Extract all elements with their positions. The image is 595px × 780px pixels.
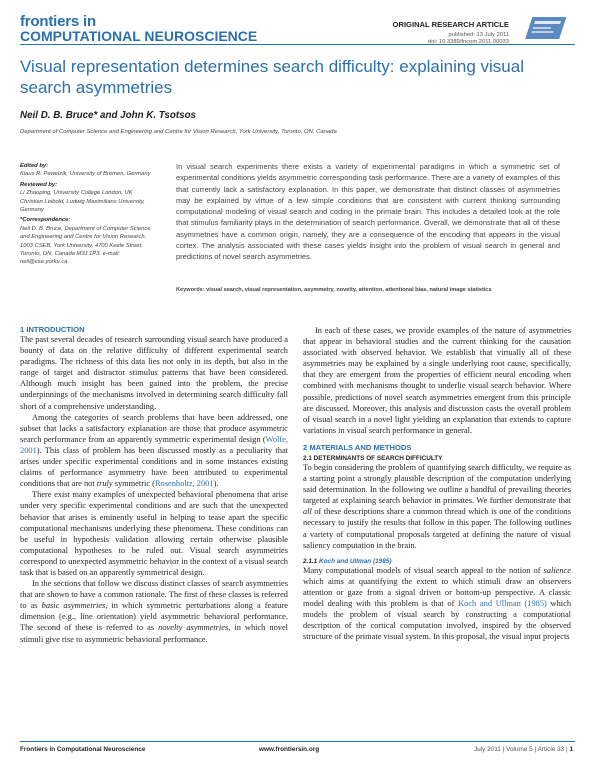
citation-link[interactable]: Rosenholtz, 2001 [154, 479, 214, 489]
editor-info [20, 160, 160, 267]
edited-by-label: Edited by: [20, 163, 49, 169]
right-column [303, 325, 571, 642]
section-heading-methods: 2 MATERIALS AND METHODS [303, 442, 412, 452]
journal-cover-icon [519, 15, 577, 41]
doi: doi: 10.3389/fncom.2011.00033 [427, 39, 509, 45]
abstract: In visual search experiments there exists a variety of experimental paradigms in which a symmetric set of experimental conditions yields asymmetric corresponding task performance. There are a variety of examples of this that currently lack a satisfactory explanation. In this paper, we demonstrate that distinct classes of asymmetries may be explained by virtue of a few simple conditions that are consistent with current thinking surrounding computational modeling of visual search and coding in the primate brain. This includes a detailed look at the role that stimulus familiarity plays in the determination of search performance. Overall, we demonstrate that all of these asymmetries have a common origin, namely, they are a consequence of the encoding that appears in the visual cortex. The analysis associated with these cases yields insight into the problem of visual search in general and predictions of novel search asymmetries. [176, 162, 560, 262]
correspondence-label: *Correspondence: [20, 217, 71, 224]
right-body-2 [303, 462, 571, 551]
right-body-1 [303, 325, 571, 436]
footer-journal: Frontiers in Computational Neuroscience [20, 746, 146, 753]
paper-title: Visual representation determines search difficulty: explaining visual search asymmetries [20, 57, 524, 97]
correspondence: Neil D. B. Bruce, Department of Computer Science and Engineering and Centre for Vision Research, 1003 CSEB, York University, 4700 Keele Street, Toronto, ON, Canada M3J 1P3. e-mail: neil@cse.yorku.ca [20, 225, 151, 266]
edited-by: Klaus R. Pawelzik, University of Bremen, Germany [20, 171, 151, 178]
section-heading-introduction: 1 INTRODUCTION [20, 325, 85, 334]
keywords [176, 287, 566, 293]
article-type: ORIGINAL RESEARCH ARTICLE [392, 20, 509, 29]
intro-body [20, 334, 288, 645]
citation-link[interactable]: Wolfe, 2001 [20, 434, 288, 455]
affiliation: Department of Computer Science and Engineering and Centre for Vision Research, York University, Toronto, ON, Canada [20, 129, 337, 135]
footer-rule [20, 741, 575, 742]
paragraph: The past several decades of research surrounding visual search have produced a bounty of data on the relative difficulty of different experimental search paradigms. The richness of this data lies not only in its depth, but also in the range of target and distractor stimulus patterns that have been considered. Although much insight has been gained into the problem, the precise underpinnings of the mechanisms involved in determining search difficulty fall short of a comprehensive understanding. [20, 335, 288, 411]
paragraph: To begin considering the problem of quantifying search difficulty, we require as a starting point a strongly plausible description of the computation underlying said determination. In the following we outline a handful of prevailing theories targeted at explaining search behavior in primates. We further demonstrate that all of these descriptions share a common thread which is one of the conditions necessary to justify the results that follow in this paper. The following outlines a variety of computational proposals targeted at defining the nature of visual saliency computation in the brain. [303, 462, 571, 550]
footer-issue: July 2011 | Volume 5 | Article 33 | 1 [473, 746, 573, 753]
subsection-heading: 2.1 DETERMINANTS OF SEARCH DIFFICULTY [303, 454, 443, 462]
paragraph: In the sections that follow we discuss distinct classes of search asymmetries that are shown to have a common rationale. The first of these classes is referred to as basic asymmetries, in which symmetric perturbations along a feature dimension (e.g., line orientation) yield asymmetric behavioral performance. The second of these is referred to as novelty asymmetries, in which novel stimuli give rise to asymmetric behavioral performance. [20, 579, 289, 644]
citation-link[interactable]: Koch and Ullman (1985) [319, 557, 392, 565]
reviewer: Christian Leibold, Ludwig Maximilians University, Germany [20, 198, 145, 214]
reviewer: Li Zhaoping, University College London, UK [20, 190, 133, 197]
page-number: 1 [569, 746, 573, 753]
keywords-label: Keywords: [176, 287, 205, 293]
keywords-list: visual search, visual representation, asymmetry, novelty, attention, attentional bias, natural image statistics [206, 287, 492, 293]
citation-link[interactable]: Koch and Ullman (1985) [458, 598, 547, 608]
right-body-3 [303, 565, 571, 643]
journal-brand-line1: frontiers in [20, 13, 96, 30]
left-column [20, 325, 288, 645]
paragraph: There exist many examples of unexpected behavioral phenomena that arise under very specific experimental conditions and are such that the unexpected behavior that arises is eminently useful in helping to tease apart the specific computational mechanisms underlying these phenomena. These conditions can be useful in hypothesis validation allowing certain otherwise plausible computational hypotheses to be ruled out. Visual search asymmetries correspond to unexpected asymmetric behavior in the context of a visual search task that is based on an apparently symmetrical design. [20, 490, 288, 577]
paragraph: Many computational models of visual search appeal to the notion of salience which aims at quantifying the extent to which stimuli draw an observers attention or gaze from a signal driven or bottom-up perspective. A classic model dealing with this problem is that of Koch and Ullman (1985) which models the problem of visual search by constructing a computational description of the cortical computation involved, inspired by the observed structure of the primate visual system. In this proposal, the visual input projects [303, 565, 572, 642]
authors: Neil D. B. Bruce* and John K. Tsotsos [20, 110, 197, 121]
paragraph: In each of these cases, we provide examples of the nature of asymmetries that appear in behavioral studies and the current thinking for the causation associated with observed behavior. We establish that virtually all of these asymmetries may be explained by a single underlying root cause, specifically, that they are emergent from the properties of efficient neural encoding when combined with mechanisms thought to underlie visual search behavior. Where possible, predictions of novel search asymmetries emergent from this principle are discussed. Moreover, this analysis and discussion casts the overall problem of visual search in a novel light yielding an explanation that extends to capture variations in visual search performance in general. [303, 326, 571, 435]
reviewed-by-label: Reviewed by: [20, 181, 58, 188]
subsubsection-heading: 2.1.1 Koch and Ullman (1985) [303, 557, 392, 565]
paragraph: Among the categories of search problems that have been addressed, one subset that lacks a satisfactory explanation are those that produce asymmetric search performance from an apparently symmetric experimental design (Wolfe, 2001). This class of problem has been discussed mostly as a peculiarity that arises under specific experimental conditions and in some instances existing claims of performance asymmetry have been attributed to experimental conditions that are not truly symmetric (Rosenholtz, 2001). [20, 412, 288, 489]
footer-url[interactable]: www.frontiersin.org [259, 746, 320, 753]
journal-brand-line2: COMPUTATIONAL NEUROSCIENCE [20, 28, 258, 44]
published-date: published: 13 July 2011 [448, 32, 509, 38]
